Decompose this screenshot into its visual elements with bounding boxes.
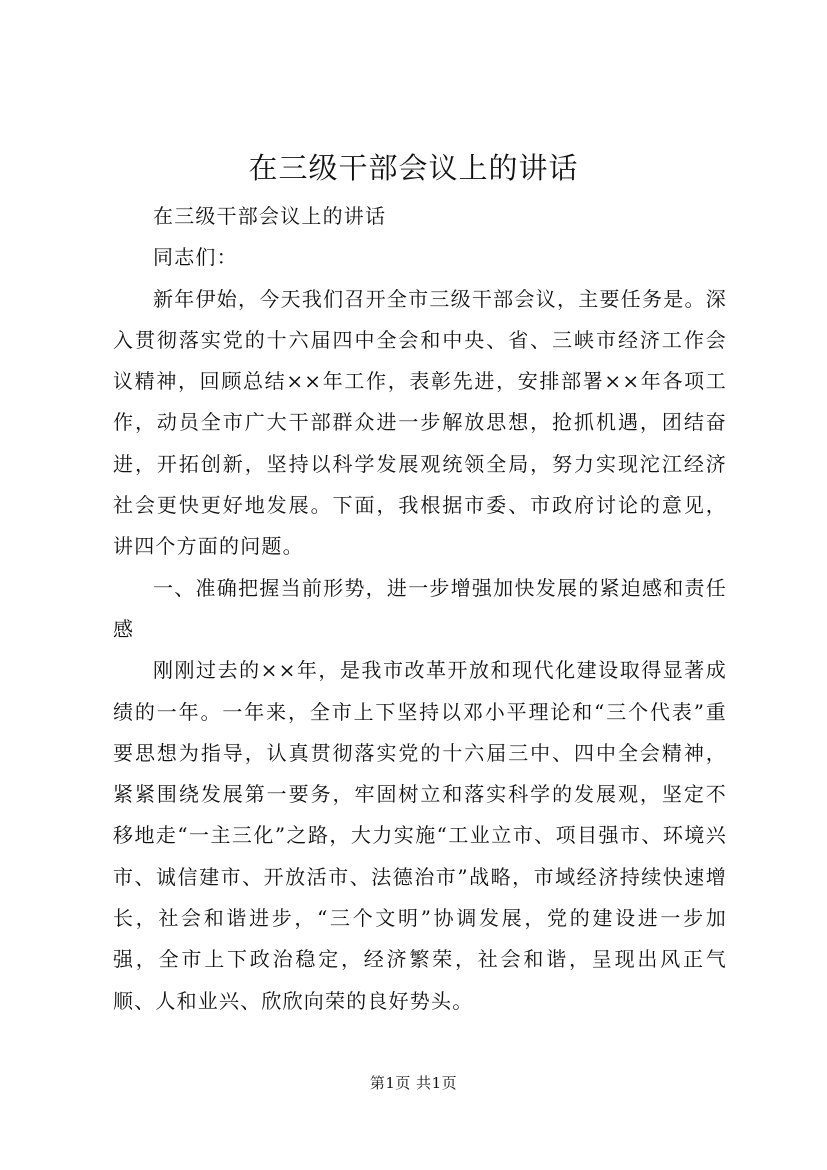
document-title: 在三级干部会议上的讲话: [248, 151, 579, 185]
salutation-paragraph: 同志们：: [153, 245, 238, 270]
page-footer: 第1页 共1页: [369, 1074, 458, 1092]
body-paragraph: 新年伊始，今天我们召开全市三级干部会议，主要任务是。深入贯彻落实党的十六届四中全会和中央、省、三峡市经济工作会议精神，回顾总结××年工作，表彰先进，安排部署××年各项工作，动员全市广大干部群众进一步解放思想，抢抓机遇，团结奋进，开拓创新，坚持以科学发展观统领全局，努力实现沱江经济社会更快更好地发展。下面，我根据市委、市政府讨论的意见，讲四个方面的问题。: [113, 286, 727, 559]
body-paragraph: 刚刚过去的××年，是我市改革开放和现代化建设取得显著成绩的一年。一年来，全市上下坚持以邓小平理论和“三个代表”重要思想为指导，认真贯彻落实党的十六届三中、四中全会精神，紧紧围绕发展第一要务，牢固树立和落实科学的发展观，坚定不移地走“一主三化”之路，大力实施“工业立市、项目强市、环境兴市、诚信建市、开放活市、法德治市”战略，市域经济持续快速增长，社会和谐进步，“三个文明”协调发展，党的建设进一步加强，全市上下政治稳定，经济繁荣，社会和谐，呈现出风正气顺、人和业兴、欣欣向荣的良好势头。: [113, 658, 727, 1013]
subtitle-paragraph: 在三级干部会议上的讲话: [153, 204, 387, 228]
document-body: [113, 196, 727, 1022]
section-heading: 一、准确把握当前形势，进一步增强加快发展的紧迫感和责任感: [113, 575, 727, 641]
